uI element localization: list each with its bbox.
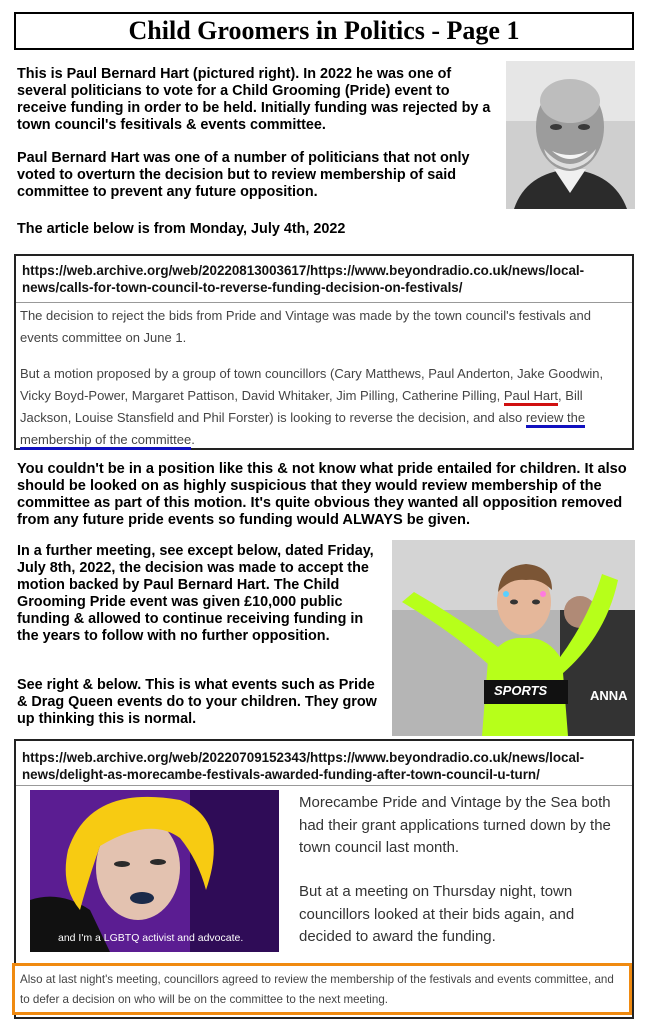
article-1-text: . <box>191 432 195 447</box>
article-1-url[interactable]: https://web.archive.org/web/20220813003617/https://www.beyondradio.co.uk/news/local-news/calls-for-town-council-to-reverse-funding-decision-on-festivals/ <box>22 263 585 295</box>
divider <box>16 785 632 786</box>
article-2-url[interactable]: https://web.archive.org/web/20220709152343/https://www.beyondradio.co.uk/news/local-news/delight-as-morecambe-festivals-awarded-funding-after-town-council-u-turn/ <box>22 750 585 782</box>
banner-text: ANNA <box>590 688 628 703</box>
meeting-paragraph-2: See right & below. This is what events such as Pride & Drag Queen events do to your children. They grow up thinking this is normal. <box>17 677 377 727</box>
video-still <box>30 790 279 952</box>
divider <box>16 302 632 303</box>
article-2-paragraph-1: Morecambe Pride and Vintage by the Sea both had their grant applications turned down by the town council last month. <box>299 794 611 856</box>
child-photo <box>392 540 635 736</box>
article-screenshot-1 <box>14 254 634 450</box>
article-1-paragraph-2 <box>20 363 626 451</box>
intro-date-line: The article below is from Monday, July 4th, 2022 <box>17 221 346 237</box>
intro-paragraph-1: This is Paul Bernard Hart (pictured right). In 2022 he was one of several politicians to vote for a Child Grooming (Pride) event to receive funding in order to be held. Initially funding was rejected by a town council's fesitivals & events committee. <box>17 66 491 133</box>
highlighted-excerpt-box <box>12 963 632 1015</box>
portrait-photo <box>506 61 635 209</box>
intro-paragraph-2: Paul Bernard Hart was one of a number of politicians that not only voted to overturn the decision but to review membership of said committee to prevent any future opposition. <box>17 150 470 200</box>
video-caption: and I'm a LGBTQ activist and advocate. <box>58 932 244 944</box>
page-title: Child Groomers in Politics - Page 1 <box>14 12 634 50</box>
article-1-paragraph-1: The decision to reject the bids from Pride and Vintage was made by the town council's festivals and events committee on June 1. <box>20 308 591 345</box>
highlighted-name: Paul Hart <box>504 388 558 406</box>
commentary-paragraph: You couldn't be in a position like this & not know what pride entailed for children. It also should be looked on as highly suspicious that they would review membership of the committee as part of this motion. It's quite obvious they wanted all opposition removed from any future pride events so funding would ALWAYS be given. <box>17 461 627 528</box>
highlighted-excerpt-text: Also at last night's meeting, councillors agreed to review the membership of the festivals and events committee, and to defer a decision on who will be on the committee to the next meeting. <box>20 973 614 1006</box>
meeting-paragraph-1: In a further meeting, see except below, dated Friday, July 8th, 2022, the decision was made to accept the motion backed by Paul Bernard Hart. The Child Grooming Pride event was given £10,000 public funding & allowed to continue receiving funding in the years to follow with no further opposition. <box>17 543 374 644</box>
portrait-illustration <box>506 61 635 209</box>
article-1-text: But a motion proposed by a group of town councillors (Cary Matthews, Paul Anderton, Jake Goodwin, Vicky Boyd-Power, Margaret Pattison, David Whitaker, Jim Pilling, Catherine Pilling, <box>20 366 604 403</box>
drag-performer-illustration <box>30 790 279 952</box>
highlighted-phrase: review the membership of the committee <box>20 410 585 450</box>
shirt-text: SPORTS <box>494 683 548 698</box>
article-2-paragraph-2: But at a meeting on Thursday night, town councillors looked at their bids again, and decided to award the funding. <box>299 883 575 945</box>
child-illustration <box>392 540 635 736</box>
article-1-text: , Bill Jackson, Louise Stansfield and Phil Forster) is looking to reverse the decision, and also <box>20 388 583 425</box>
